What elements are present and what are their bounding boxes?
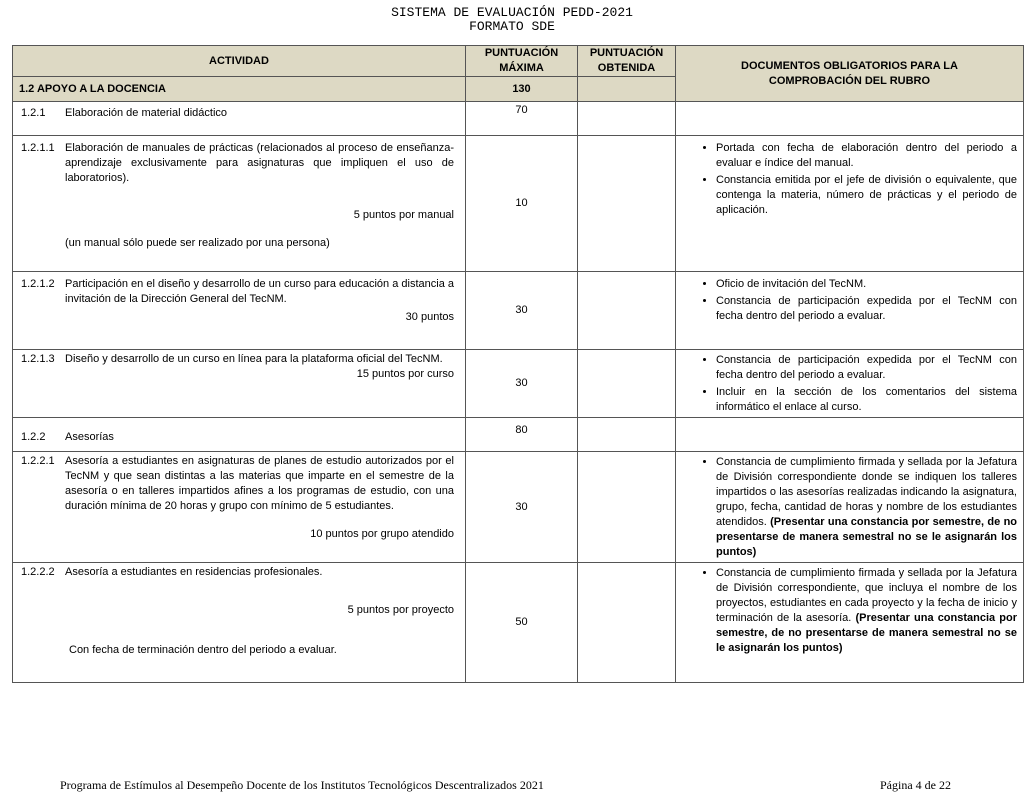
doc-item: • Portada con fecha de elaboración dentro del periodo a evaluar e índice del manual.: [716, 141, 1017, 171]
row-documents: [676, 350, 1024, 418]
page-number: Página 4 de 22: [880, 778, 951, 792]
row-max-points: 70: [466, 102, 578, 136]
table-header-row: [13, 46, 1024, 77]
row-activity: Asesorías: [65, 431, 114, 443]
table-row: [13, 272, 1024, 350]
doc-item: • Constancia de participación expedida por el TecNM con fecha dentro del periodo a evaluar.: [716, 353, 1017, 383]
row-max-points: 30: [466, 350, 578, 418]
row-note: Con fecha de terminación dentro del periodo a evaluar.: [69, 644, 337, 656]
row-max-points: 10: [466, 136, 578, 272]
row-points-rule: 5 puntos por manual: [353, 209, 454, 221]
row-note: (un manual sólo puede ser realizado por una persona): [65, 237, 330, 249]
table-row: [13, 418, 1024, 452]
row-points-rule: 30 puntos: [405, 311, 454, 323]
section-label: 1.2 APOYO A LA DOCENCIA: [13, 77, 466, 102]
header-puntuacion-obtenida: PUNTUACIÓN OBTENIDA: [578, 46, 676, 77]
row-activity: Asesoría a estudiantes en residencias profesionales.: [65, 566, 323, 578]
table-row: [13, 563, 1024, 683]
row-documents: [676, 563, 1024, 683]
doc-item: • Constancia emitida por el jefe de división o equivalente, que contenga la materia, número de prácticas y el periodo de aplicación.: [716, 173, 1017, 218]
doc-bold-note: (Presentar una constancia por semestre, de no presentarse de manera semestral no se le asignarán los puntos): [716, 516, 1018, 558]
doc-item: [716, 455, 1017, 560]
table-row: [13, 136, 1024, 272]
row-points-rule: 15 puntos por curso: [356, 368, 454, 380]
row-number: 1.2.2.1: [21, 455, 55, 467]
row-number: 1.2.1.2: [21, 278, 55, 290]
header-puntuacion-maxima: PUNTUACIÓN MÁXIMA: [466, 46, 578, 77]
evaluation-table: [12, 45, 1024, 683]
row-number: 1.2.1.1: [21, 142, 55, 154]
row-documents: [676, 418, 1024, 452]
row-documents: [676, 136, 1024, 272]
row-number: 1.2.1: [21, 107, 46, 119]
row-max-points: 30: [466, 452, 578, 563]
row-number: 1.2.2: [21, 431, 46, 443]
row-activity: Participación en el diseño y desarrollo de un curso para educación a distancia a invitación de la Dirección General del TecNM.: [65, 278, 454, 305]
doc-item: • Constancia de participación expedida por el TecNM con fecha dentro del periodo a evaluar.: [716, 294, 1017, 324]
row-points-rule: 5 puntos por proyecto: [347, 604, 454, 616]
row-activity: Diseño y desarrollo de un curso en línea para la plataforma oficial del TecNM.: [65, 353, 443, 365]
row-obtained-points[interactable]: [578, 563, 676, 683]
doc-item: [716, 566, 1017, 656]
row-max-points: 80: [466, 418, 578, 452]
section-obtained: [578, 77, 676, 102]
row-number: 1.2.2.2: [21, 566, 55, 578]
table-row: [13, 452, 1024, 563]
row-obtained-points[interactable]: [578, 102, 676, 136]
row-obtained-points[interactable]: [578, 272, 676, 350]
row-max-points: 50: [466, 563, 578, 683]
section-points: 130: [466, 77, 578, 102]
row-obtained-points[interactable]: [578, 350, 676, 418]
row-number: 1.2.1.3: [21, 353, 55, 365]
row-activity: Elaboración de manuales de prácticas (relacionados al proceso de enseñanza-aprendizaje exclusivamente para asignaturas que impliquen el uso de laboratorios).: [65, 142, 454, 184]
table-row: [13, 102, 1024, 136]
row-documents: [676, 102, 1024, 136]
footer-program: Programa de Estímulos al Desempeño Docente de los Institutos Tecnológicos Descentralizados 2021: [60, 778, 544, 792]
row-activity: Elaboración de material didáctico: [65, 107, 228, 119]
header-documentos: DOCUMENTOS OBLIGATORIOS PARA LA COMPROBACIÓN DEL RUBRO: [676, 46, 1024, 102]
header-actividad: ACTIVIDAD: [13, 46, 466, 77]
doc-subtitle: FORMATO SDE: [469, 19, 555, 34]
row-obtained-points[interactable]: [578, 452, 676, 563]
doc-text: Constancia de cumplimiento firmada y sellada por la Jefatura de División correspondiente, que incluya el nombre de los proyectos, estudiantes en cada proyecto y la fecha de inicio y terminación de la asesoría.: [716, 567, 1017, 624]
row-max-points: 30: [466, 272, 578, 350]
table-row: [13, 350, 1024, 418]
doc-item: • Oficio de invitación del TecNM.: [716, 277, 1017, 292]
doc-title: SISTEMA DE EVALUACIÓN PEDD-2021: [391, 5, 633, 20]
row-documents: [676, 272, 1024, 350]
row-obtained-points[interactable]: [578, 136, 676, 272]
row-documents: [676, 452, 1024, 563]
row-points-rule: 10 puntos por grupo atendido: [310, 528, 454, 540]
doc-item: • Incluir en la sección de los comentarios del sistema informático el enlace al curso.: [716, 385, 1017, 415]
doc-text: Constancia de cumplimiento firmada y sellada por la Jefatura de División correspondiente donde se indiquen los talleres impartidos o las asesorías realizadas indicando la asignatura, grupo, fecha, cantidad de horas y nombre de los estudiantes atendidos.: [716, 456, 1017, 528]
doc-bold-note: (Presentar una constancia por semestre, de no presentarse de manera semestral no se le asignarán los puntos): [716, 612, 1018, 654]
row-obtained-points[interactable]: [578, 418, 676, 452]
row-activity: Asesoría a estudiantes en asignaturas de planes de estudio autorizados por el TecNM y que sean distintas a las materias que imparte en el semestre de la asesoría o en talleres impartidos afines a los programas de estudio, con una duración mínima de 20 horas y grupo con mínimo de 5 estudiantes.: [65, 455, 454, 512]
